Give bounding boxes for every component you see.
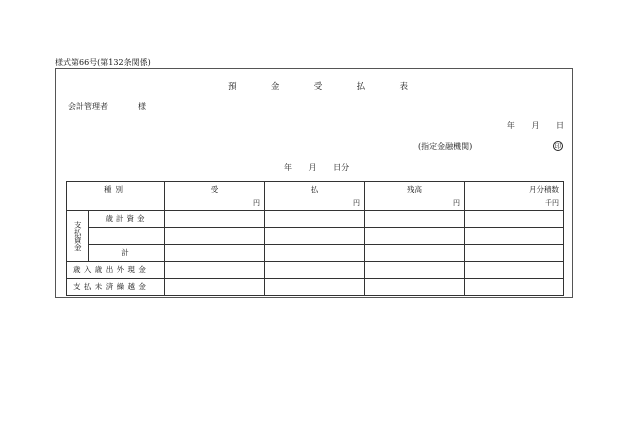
cell-balance[interactable] (365, 228, 465, 245)
table-row (67, 211, 564, 228)
form-title (228, 80, 408, 92)
unit-thousand-yen: 千円 (545, 199, 559, 207)
header-type: 種別 (67, 182, 165, 211)
cell-payment[interactable] (265, 211, 365, 228)
row-label-blank (89, 228, 165, 245)
cell-monthly[interactable] (465, 245, 564, 262)
header-row (67, 182, 564, 211)
row-label-unsettled: 支払未済繰越金 (67, 279, 165, 296)
cell-monthly[interactable] (465, 262, 564, 279)
cell-receipt[interactable] (165, 262, 265, 279)
cell-monthly[interactable] (465, 228, 564, 245)
title-char: 金 (270, 82, 280, 92)
unit-yen: 円 (453, 199, 460, 207)
form-number-label: 様式第66号(第132条関係) (55, 58, 151, 67)
cell-payment[interactable] (265, 279, 365, 296)
table-row (67, 279, 564, 296)
cell-balance[interactable] (365, 279, 465, 296)
addressee (68, 103, 146, 111)
cell-monthly[interactable] (465, 211, 564, 228)
cell-receipt[interactable] (165, 279, 265, 296)
cell-payment[interactable] (265, 245, 365, 262)
cell-balance[interactable] (365, 211, 465, 228)
header-monthly: 月分積数 千円 (465, 182, 564, 211)
header-balance: 残高 円 (365, 182, 465, 211)
cell-receipt[interactable] (165, 245, 265, 262)
title-char: 払 (356, 82, 366, 92)
group-label: 支払資金 (67, 211, 89, 262)
unit-yen: 円 (353, 199, 360, 207)
addressee-name: 会計管理者 (68, 102, 108, 111)
cell-receipt[interactable] (165, 228, 265, 245)
cell-receipt[interactable] (165, 211, 265, 228)
row-label-annual: 歳計資金 (89, 211, 165, 228)
title-char: 預 (228, 82, 237, 92)
title-char: 表 (399, 82, 408, 92)
cell-balance[interactable] (365, 262, 465, 279)
period-date: 年 月 日分 (284, 163, 350, 172)
cell-payment[interactable] (265, 262, 365, 279)
table-row (67, 228, 564, 245)
header-payment: 払 円 (265, 182, 365, 211)
issue-date: 年 月 日 (506, 121, 564, 130)
unit-yen: 円 (253, 199, 260, 207)
ledger-table (66, 181, 564, 296)
table-row (67, 262, 564, 279)
seal-icon: 印 (554, 141, 562, 150)
addressee-honorific: 様 (138, 102, 146, 111)
row-label-external: 歳入歳出外現金 (67, 262, 165, 279)
row-label-total: 計 (89, 245, 165, 262)
bank-label: (指定金融機関) (418, 142, 473, 151)
header-receipt: 受 円 (165, 182, 265, 211)
cell-monthly[interactable] (465, 279, 564, 296)
cell-balance[interactable] (365, 245, 465, 262)
title-char: 受 (313, 82, 323, 92)
table-row (67, 245, 564, 262)
cell-payment[interactable] (265, 228, 365, 245)
